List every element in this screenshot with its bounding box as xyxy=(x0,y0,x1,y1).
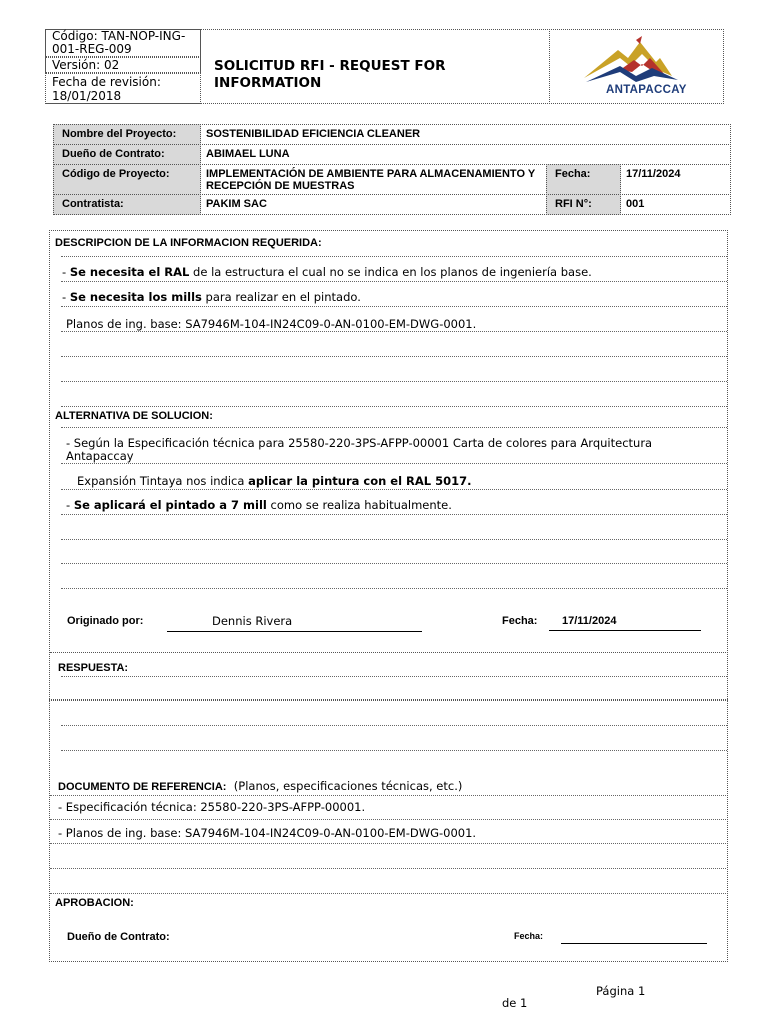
originated-by-signature-line xyxy=(167,631,422,632)
description-line-3: Planos de ing. base: SA7946M-104-IN24C09-0-AN-0100-EM-DWG-0001. xyxy=(66,317,477,331)
project-code-label: Código de Proyecto: xyxy=(53,164,201,195)
reference-rule xyxy=(50,795,726,796)
project-date-value: 17/11/2024 xyxy=(620,164,731,195)
approval-owner-label: Dueño de Contrato: xyxy=(67,931,170,943)
project-name-value: SOSTENIBILIDAD EFICIENCIA CLEANER xyxy=(200,124,731,145)
description-line-1: - Se necesita el RAL de la estructura el cual no se indica en los planos de ingeniería base. xyxy=(62,265,592,279)
description-rule xyxy=(61,381,727,382)
alternative-line-3: - Se aplicará el pintado a 7 mill como se realiza habitualmente. xyxy=(66,498,452,512)
approval-date-label: Fecha: xyxy=(514,931,544,941)
logo-text: ANTAPACCAY xyxy=(606,84,687,96)
alternative-rule xyxy=(61,514,727,515)
doc-revision-date: Fecha de revisión: 18/01/2018 xyxy=(52,75,161,103)
description-rule xyxy=(61,406,727,407)
description-rule xyxy=(61,306,727,307)
contract-owner-label: Dueño de Contrato: xyxy=(53,144,201,165)
alternative-rule xyxy=(61,563,727,564)
logo-cell xyxy=(549,29,724,104)
response-rule xyxy=(61,676,727,677)
contractor-label: Contratista: xyxy=(53,194,201,215)
doc-title-cell xyxy=(200,29,550,104)
contract-owner-value: ABIMAEL LUNA xyxy=(200,144,731,165)
doc-code-cell xyxy=(45,29,201,57)
reference-rule xyxy=(50,819,726,820)
reference-heading xyxy=(58,780,462,794)
approval-date-line xyxy=(561,943,707,944)
reference-rule xyxy=(50,868,726,869)
alternative-title: ALTERNATIVA DE SOLUCION: xyxy=(55,410,213,422)
alternative-line-2: Expansión Tintaya nos indica aplicar la pintura con el RAL 5017. xyxy=(77,474,472,488)
rfi-number-label: RFI N°: xyxy=(546,194,621,215)
origin-date-label: Fecha: xyxy=(502,615,538,627)
description-rule xyxy=(61,331,727,332)
description-line-2: - Se necesita los mills para realizar en el pintado. xyxy=(62,290,361,304)
rfi-number-value: 001 xyxy=(620,194,731,215)
alternative-rule xyxy=(61,588,727,589)
description-title: DESCRIPCION DE LA INFORMACION REQUERIDA: xyxy=(55,237,322,249)
response-rule xyxy=(61,750,727,751)
alternative-line-1: - Según la Especificación técnica para 25580-220-3PS-AFPP-00001 Carta de colores para Arquitectura Antapaccay xyxy=(66,436,653,463)
reference-rule xyxy=(50,843,726,844)
reference-rule xyxy=(50,893,726,894)
description-rule xyxy=(61,356,727,357)
section-divider xyxy=(50,652,726,653)
reference-title: DOCUMENTO DE REFERENCIA: xyxy=(58,781,227,793)
page-number: Página 1 xyxy=(596,984,646,998)
project-date-label: Fecha: xyxy=(546,164,621,195)
response-title: RESPUESTA: xyxy=(58,662,129,674)
description-rule xyxy=(61,256,727,257)
approval-title: APROBACION: xyxy=(55,897,134,909)
description-rule xyxy=(61,281,727,282)
page-total: de 1 xyxy=(502,996,528,1010)
origin-date-line xyxy=(549,630,701,631)
project-code-value: IMPLEMENTACIÓN DE AMBIENTE PARA ALMACENAMIENTO Y RECEPCIÓN DE MUESTRAS xyxy=(200,164,547,195)
project-name-label: Nombre del Proyecto: xyxy=(53,124,201,145)
alternative-rule xyxy=(61,427,727,428)
alternative-rule xyxy=(61,463,727,464)
alternative-rule xyxy=(61,539,727,540)
contractor-value: PAKIM SAC xyxy=(200,194,547,215)
alternative-rule xyxy=(61,489,727,490)
doc-revision-cell xyxy=(45,73,201,104)
origin-date-value: 17/11/2024 xyxy=(562,615,617,627)
doc-version-cell xyxy=(45,57,201,73)
response-rule xyxy=(61,725,727,726)
doc-version: Versión: 02 xyxy=(52,58,120,72)
page-title: SOLICITUD RFI - REQUEST FOR INFORMATION xyxy=(214,58,446,91)
reference-line-2: - Planos de ing. base: SA7946M-104-IN24C09-0-AN-0100-EM-DWG-0001. xyxy=(58,826,477,840)
originated-by-name: Dennis Rivera xyxy=(212,614,293,628)
reference-line-1: - Especificación técnica: 25580-220-3PS-AFPP-00001. xyxy=(58,800,366,814)
doc-code: Código: TAN-NOP-ING-001-REG-009 xyxy=(52,29,186,56)
reference-subtitle: (Planos, especificaciones técnicas, etc.) xyxy=(233,779,463,793)
originated-by-label: Originado por: xyxy=(67,615,144,627)
